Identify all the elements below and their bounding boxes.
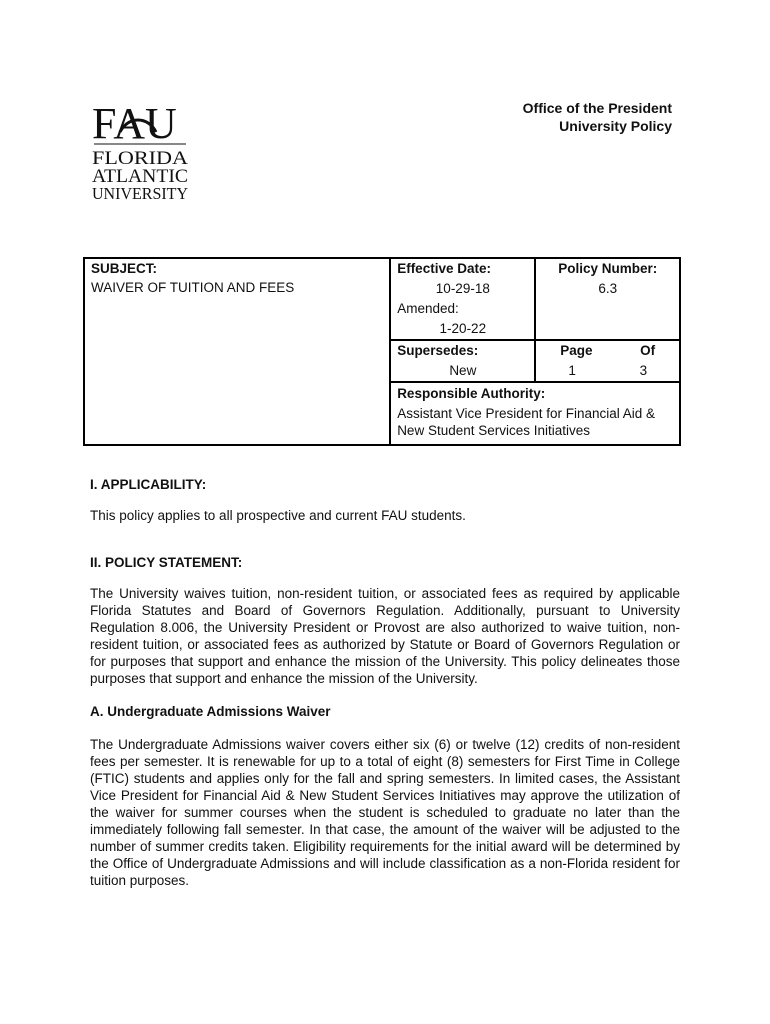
supersedes-label: Supersedes: (397, 343, 479, 358)
amended-label: Amended: (397, 301, 459, 316)
policy-statement-text: The University waives tuition, non-resident tuition, or associated fees as required by applicable Florida Statutes and Board of Governors Regulation. Additionally, pursuant to University Regulation 8.006, the University President or Provost are also authorized to waive tuition, non-resident tuition, or associated fees as authorized by Statute or Board of Governors Regulation or for purposes that support and enhance the mission of the University. This policy delineates those purposes that support and enhance the mission of the University. (90, 586, 680, 686)
policy-number-value: 6.3 (598, 281, 618, 296)
policy-statement-heading: II. POLICY STATEMENT: (90, 555, 243, 570)
subject-cell (84, 258, 390, 445)
logo-line-university: UNIVERSITY (92, 184, 188, 202)
office-name: Office of the President (522, 100, 672, 116)
effective-date-cell (390, 258, 535, 340)
responsible-label: Responsible Authority: (397, 386, 546, 401)
amended-value: 1-20-22 (439, 321, 487, 336)
effective-date-value: 10-29-18 (435, 281, 490, 296)
applicability-heading: I. APPLICABILITY: (90, 477, 207, 492)
policy-number-label: Policy Number: (558, 261, 658, 276)
policy-number-cell (535, 258, 680, 340)
logo-line-atlantic: ATLANTIC (92, 166, 188, 187)
office-header (523, 99, 672, 135)
subject-value: WAIVER OF TUITION AND FEES (91, 280, 295, 295)
responsible-authority-cell (390, 382, 680, 445)
of-value: 3 (639, 363, 648, 378)
supersedes-cell (390, 340, 535, 382)
page-label: Page (560, 343, 593, 358)
of-label: Of (640, 343, 656, 358)
subject-label: SUBJECT: (91, 261, 158, 276)
supersedes-value: New (449, 363, 477, 378)
policy-body (90, 476, 680, 911)
logo-monogram: FAU (92, 99, 177, 148)
policy-type: University Policy (559, 118, 672, 134)
logo-line-florida: FLORIDA (92, 148, 189, 169)
policy-info-table (83, 257, 681, 446)
responsible-value: Assistant Vice President for Financial Aid & New Student Services Initiatives (397, 406, 656, 438)
undergraduate-waiver-text: The Undergraduate Admissions waiver covers either six (6) or twelve (12) credits of non-resident fees per semester. It is renewable for up to a total of eight (8) semesters for First Time in College (FTIC) students and applies only for the fall and spring semesters. In limited cases, the Assistant Vice President for Financial Aid & New Student Services Initiatives may approve the utilization of the waiver for summer courses when the student is scheduled to graduate no later than the immediately following fall semester. In that case, the amount of the waiver will be adjusted to the number of summer credits taken. Eligibility requirements for the initial award will be determined by the Office of Undergraduate Admissions and will include classification as a non-Florida resident for tuition purposes. (90, 737, 680, 888)
page-value: 1 (568, 363, 576, 378)
page-cell (535, 340, 680, 382)
effective-date-label: Effective Date: (397, 261, 491, 276)
fau-logo (90, 98, 194, 202)
undergraduate-waiver-heading: A. Undergraduate Admissions Waiver (90, 704, 331, 719)
applicability-text: This policy applies to all prospective and current FAU students. (90, 508, 466, 523)
